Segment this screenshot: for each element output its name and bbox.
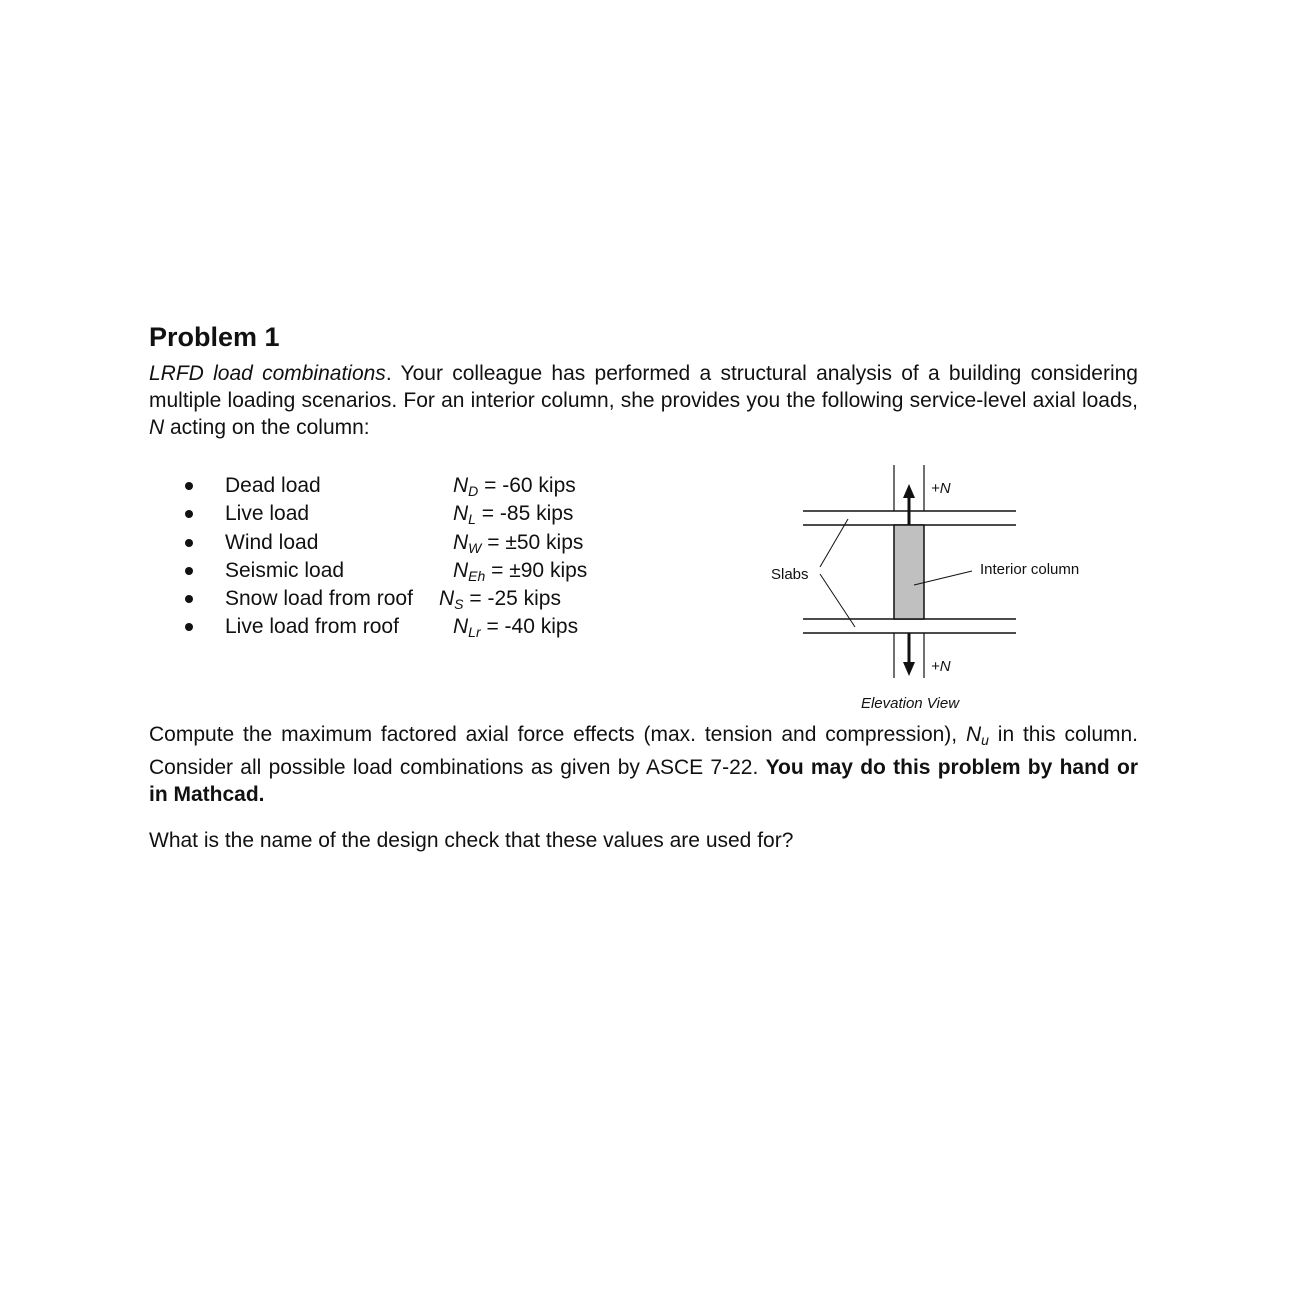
load-value: NLr = -40 kips [453, 615, 579, 641]
bullet-icon [185, 567, 193, 575]
task-symbol: N [965, 723, 982, 746]
task-text-a: Compute the maximum factored axial force effects (max. tension and compression), [149, 723, 966, 746]
load-value: ND = -60 kips [453, 474, 576, 499]
interior-column [894, 525, 924, 619]
task-paragraph [149, 721, 1138, 808]
load-name: Snow load from roof [225, 587, 413, 611]
load-name: Live load [225, 502, 310, 526]
bottom-force-label: +N [931, 658, 951, 675]
bullet-icon [185, 595, 193, 603]
elevation-diagram [760, 462, 1110, 722]
interior-column-label: Interior column [980, 561, 1080, 578]
load-name: Dead load [225, 474, 321, 497]
intro-topic: LRFD load combinations [149, 362, 386, 385]
load-name: Seismic load [225, 558, 345, 582]
load-list [185, 472, 655, 642]
list-item [185, 529, 655, 557]
bullet-icon [185, 539, 193, 547]
load-value: NEh = ±90 kips [453, 558, 588, 584]
intro-symbol: N [149, 416, 165, 439]
bullet-icon [185, 482, 193, 490]
intro-text: . Your colleague has performed a structural analysis of a building considering multiple loading scenarios. For an interior column, she provides you the following service-level axial loads, [149, 362, 1138, 412]
load-value: NS = -25 kips [439, 587, 561, 613]
load-value: NW = ±50 kips [453, 530, 584, 556]
question-paragraph: What is the name of the design check that these values are used for? [149, 829, 794, 852]
problem-block [149, 318, 1138, 441]
list-item [185, 585, 655, 613]
elevation-view-caption: Elevation View [860, 695, 960, 712]
bullet-icon [185, 510, 193, 518]
load-name: Wind load [225, 530, 319, 554]
top-force-label: +N [931, 480, 951, 497]
slabs-label: Slabs [771, 566, 809, 583]
list-item [185, 557, 655, 585]
bullet-icon [185, 623, 193, 631]
list-item [185, 472, 655, 500]
down-arrow-icon [903, 662, 915, 676]
up-arrow-icon [903, 484, 915, 498]
task-bold-note: You may do this problem by hand or in Mathcad. [149, 756, 1138, 806]
problem-title: Problem 1 [149, 322, 280, 352]
list-item [185, 613, 655, 641]
task-symbol-sub: u [981, 732, 989, 748]
intro-paragraph [149, 360, 1138, 441]
intro-end: acting on the column: [164, 416, 370, 439]
load-value: NL = -85 kips [453, 502, 574, 528]
list-item [185, 500, 655, 528]
slabs-leader-upper [820, 519, 848, 567]
load-name: Live load from roof [225, 615, 399, 639]
task-text-b: in this column. Consider all possible load combinations as given by ASCE 7-22. [149, 723, 1138, 779]
